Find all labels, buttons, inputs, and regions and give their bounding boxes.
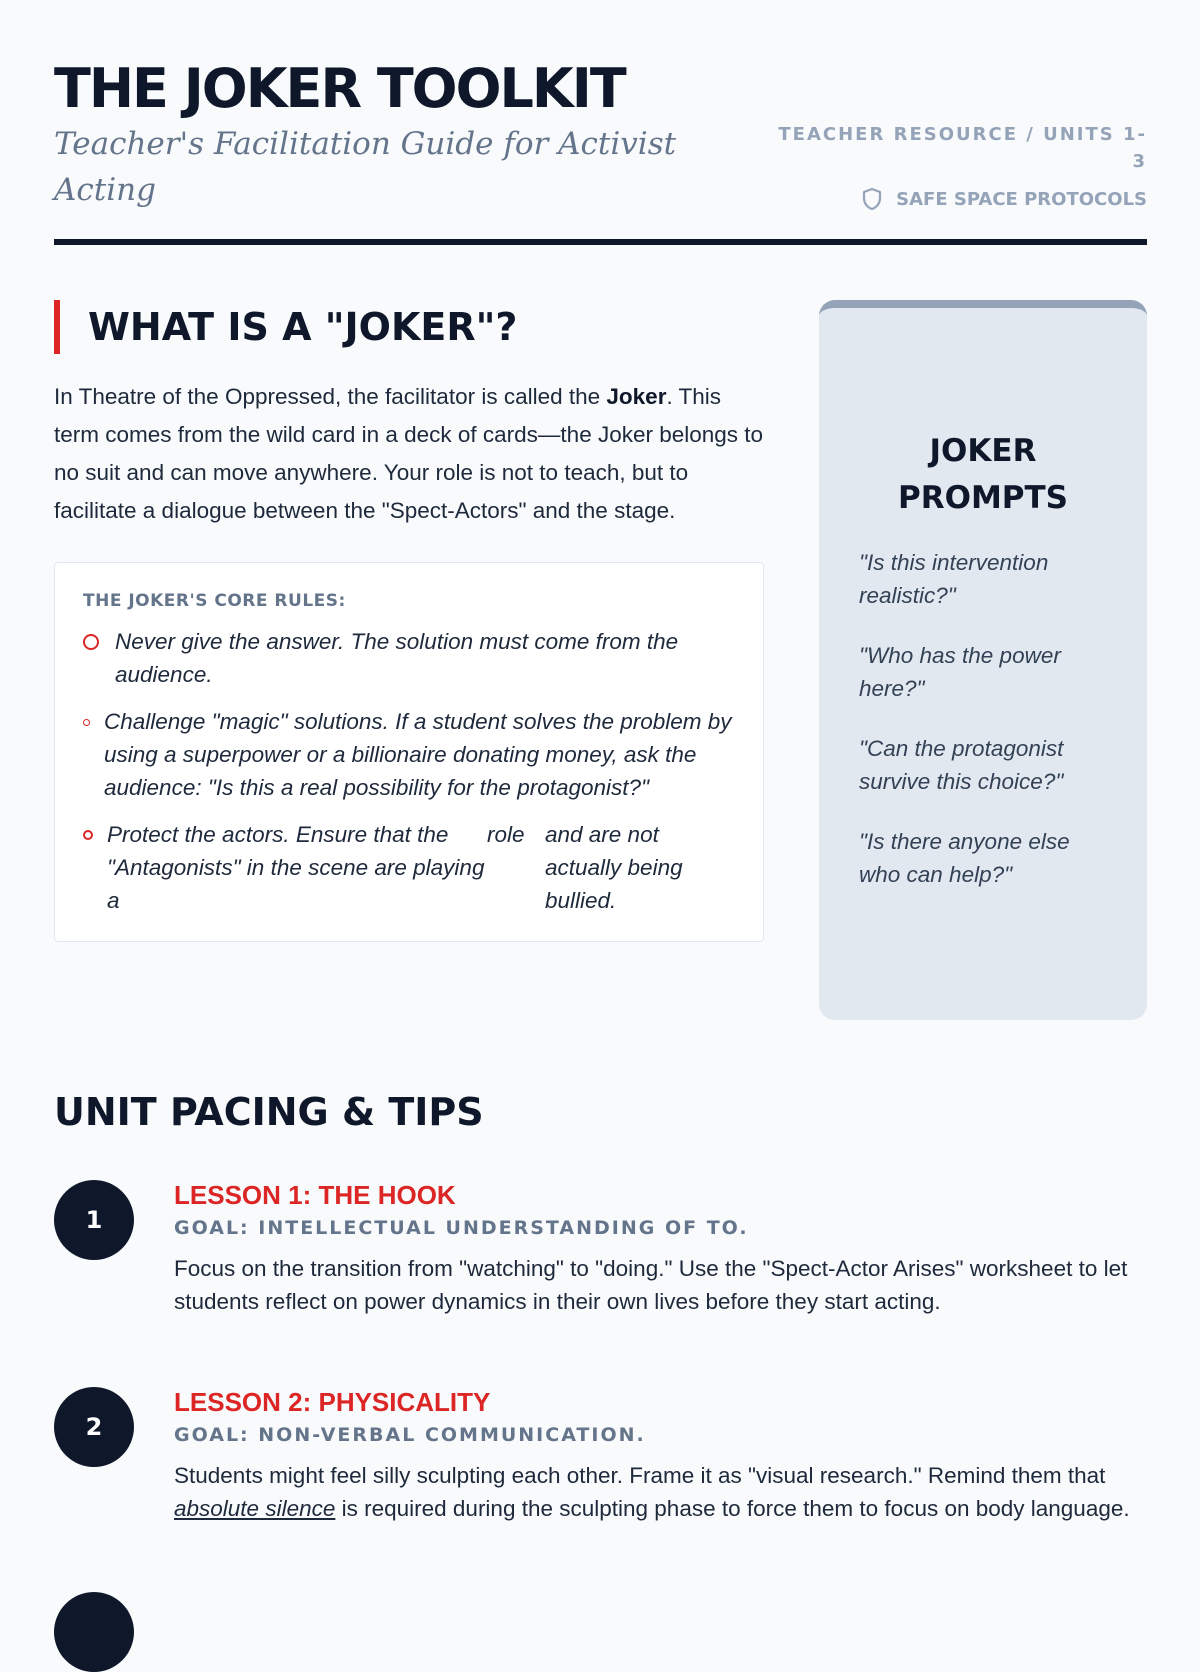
page-title: THE JOKER TOOLKIT (54, 57, 625, 120)
rule-text-columns (107, 818, 715, 917)
core-rules-title: THE JOKER'S CORE RULES: (83, 591, 346, 611)
joker-section (54, 300, 764, 942)
joker-heading: WHAT IS A "JOKER"? (54, 300, 764, 354)
prompt-item: "Can the protagonist survive this choice?" (859, 736, 1064, 794)
intro-text-start: In Theatre of the Oppressed, the facilitator is called the (54, 384, 607, 409)
header-meta (767, 121, 1147, 211)
circle-bullet-icon (83, 719, 90, 726)
rule-text-part: Protect the actors. Ensure that the "Antagonists" in the scene are playing a (107, 822, 485, 913)
lesson-text-emphasis: absolute silence (174, 1496, 336, 1521)
lesson-text-start: Students might feel silly sculpting each other. Frame it as "visual research." Remind them that (174, 1463, 1106, 1488)
joker-intro (54, 378, 764, 530)
lesson-title: LESSON 2: PHYSICALITY (174, 1387, 491, 1417)
intro-bold-term: Joker (606, 384, 667, 409)
rule-text: Challenge "magic" solutions. If a student solves the problem by using a superpower or a billionaire donating money, ask the audience: "Is this a real possibility for the protagonist?" (104, 709, 732, 800)
lesson-goal: GOAL: INTELLECTUAL UNDERSTANDING OF TO. (174, 1217, 749, 1239)
lesson-title: LESSON 1: THE HOOK (174, 1180, 456, 1210)
lesson-text (174, 1459, 1147, 1525)
shield-icon (862, 187, 882, 211)
rule-text-part: and are not actually being bullied. (545, 822, 683, 913)
lesson-number-badge: 1 (54, 1180, 134, 1260)
circle-bullet-icon (83, 634, 99, 650)
lesson-number-badge: 2 (54, 1387, 134, 1467)
rule-text: Never give the answer. The solution must come from the audience. (115, 629, 679, 687)
page-subtitle: Teacher's Facilitation Guide for Activist Acting (54, 126, 677, 208)
rule-text-part: role (487, 822, 525, 847)
rule-item (83, 625, 737, 691)
lesson-goal: GOAL: NON-VERBAL COMMUNICATION. (174, 1424, 646, 1446)
prompt-item: "Is there anyone else who can help?" (859, 829, 1070, 887)
pacing-heading: UNIT PACING & TIPS (54, 1090, 484, 1134)
lesson-text-end: is required during the sculpting phase to force them to focus on body language. (335, 1496, 1130, 1521)
joker-prompts-sidebar (819, 300, 1147, 1020)
safe-space-label: SAFE SPACE PROTOCOLS (896, 188, 1147, 210)
lesson-number-badge-partial (54, 1592, 134, 1672)
intro-text-end: . This term comes from the wild card in a deck of cards—the Joker belongs to no suit and can move anywhere. Your role is not to teach, but to facilitate a dialogue between the "Spect-Actors" and the stage. (54, 384, 764, 523)
lesson-body (174, 1387, 1147, 1525)
rule-item (83, 705, 737, 804)
core-rules-box (54, 562, 764, 942)
rule-item (83, 818, 737, 917)
safe-space-tag (767, 187, 1147, 211)
prompt-item: "Who has the power here?" (859, 643, 1061, 701)
page-header (54, 55, 1147, 245)
sidebar-title: JOKER PROMPTS (898, 433, 1068, 516)
lesson-body (174, 1180, 1147, 1318)
prompt-item: "Is this intervention realistic?" (859, 550, 1049, 608)
lesson-text: Focus on the transition from "watching" to "doing." Use the "Spect-Actor Arises" worksheet to let students reflect on power dynamics in their own lives before they start acting. (174, 1256, 1128, 1314)
circle-bullet-icon (83, 830, 93, 840)
resource-label: TEACHER RESOURCE / UNITS 1-3 (778, 124, 1147, 172)
